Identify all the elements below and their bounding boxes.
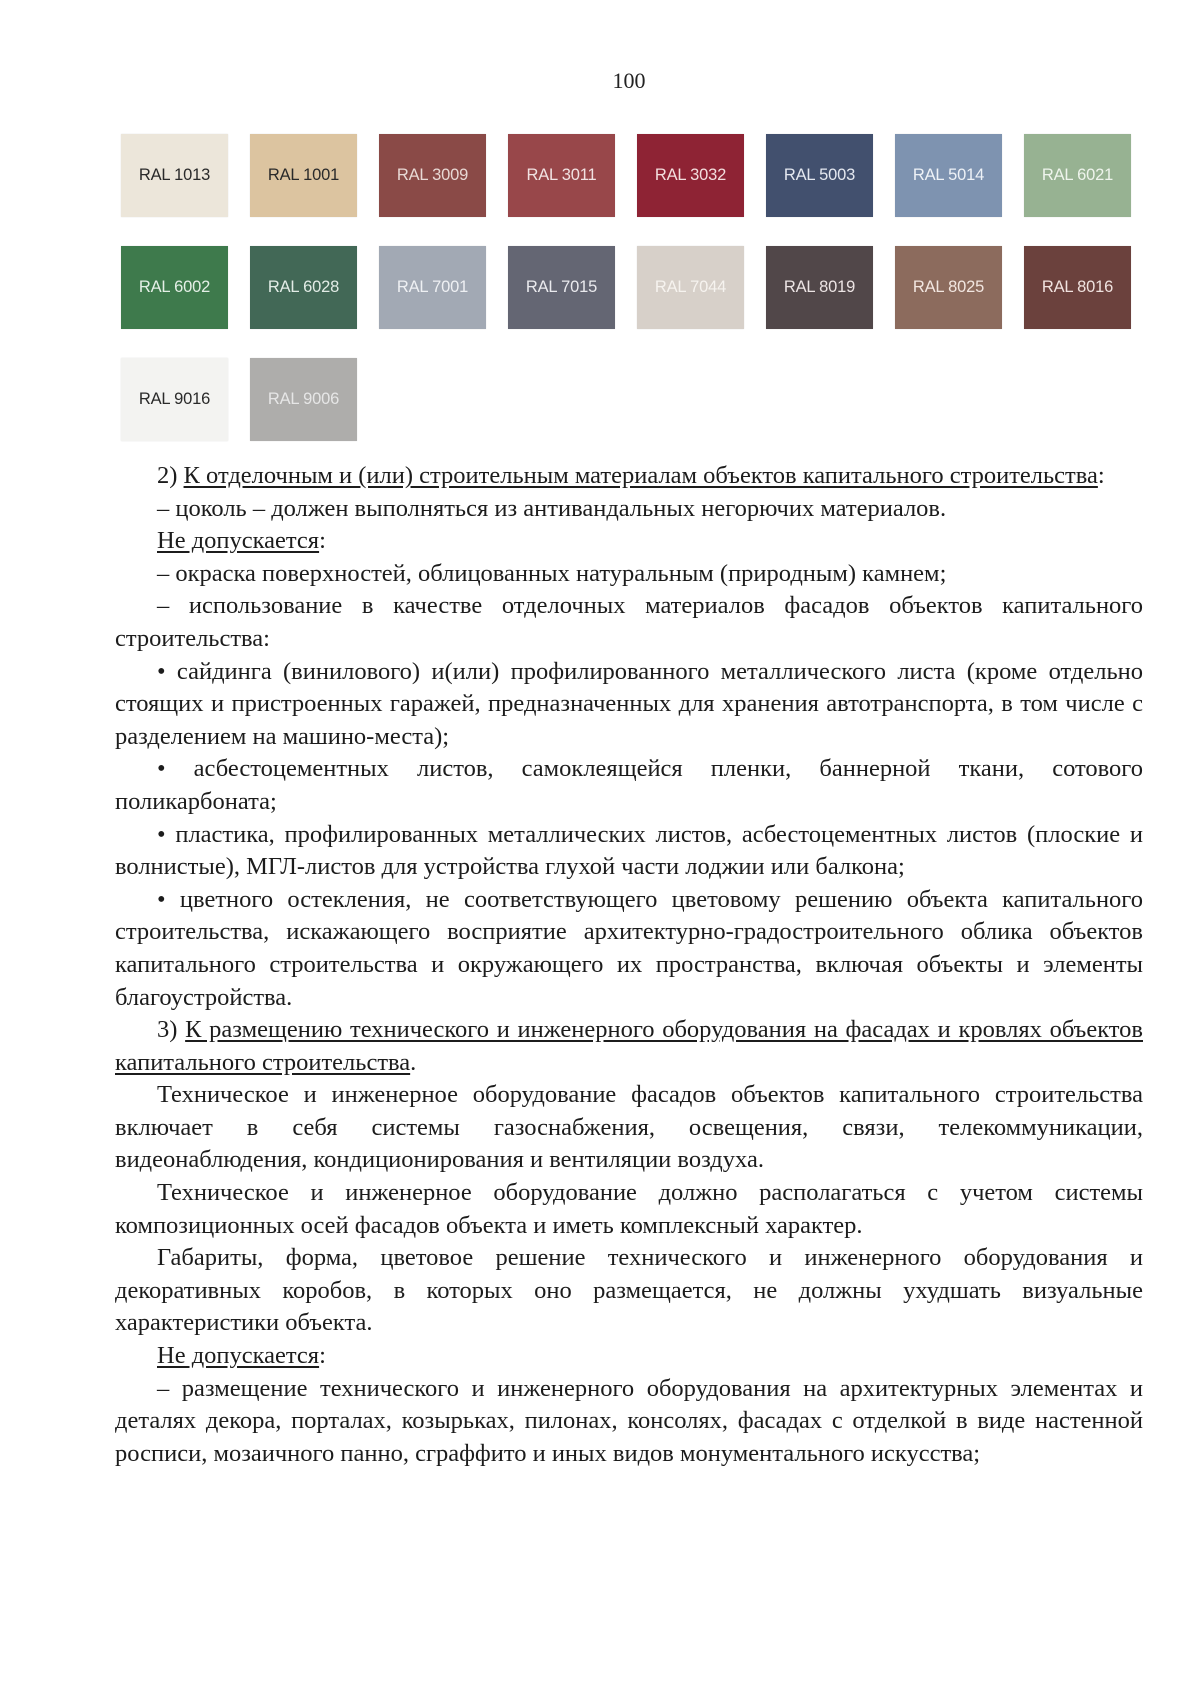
color-swatch: RAL 8016 <box>1024 246 1131 329</box>
paragraph-text: • цветного остекления, не соответствующего цветовому решению объекта капитального строительства, искажающего восприятие архитектурно-градостроительного облика объектов капитального строительства и окружающего их пространства, включая объекты и элементы благоустройства. <box>115 885 1143 1011</box>
paragraph-text: : <box>1097 462 1105 489</box>
paragraph-text: • асбестоцементных листов, самоклеящейся пленки, баннерной ткани, сотового поликарбоната; <box>115 755 1143 815</box>
color-swatch: RAL 6002 <box>121 246 228 329</box>
paragraph-text: Техническое и инженерное оборудование должно располагаться с учетом системы композиционных осей фасадов объекта и иметь комплексный характер. <box>115 1179 1143 1239</box>
paragraph-text: Габариты, форма, цветовое решение технического и инженерного оборудования и декоративных коробов, в которых оно размещается, не должны ухудшать визуальные характеристики объекта. <box>115 1244 1143 1337</box>
paragraph <box>115 1373 1143 1471</box>
color-swatch: RAL 1001 <box>250 134 357 217</box>
color-swatch: RAL 3032 <box>637 134 744 217</box>
paragraph <box>115 656 1143 754</box>
color-swatch: RAL 1013 <box>121 134 228 217</box>
paragraph-text: – цоколь – должен выполняться из антивандальных негорючих материалов. <box>157 494 947 522</box>
paragraph <box>115 525 1143 558</box>
color-swatch: RAL 7044 <box>637 246 744 329</box>
paragraph <box>115 558 1143 591</box>
color-swatch: RAL 3009 <box>379 134 486 217</box>
underlined-heading-text: К отделочным и (или) строительным материалам объектов капитального строительства <box>183 462 1098 489</box>
color-swatch: RAL 6021 <box>1024 134 1131 217</box>
ral-color-swatches <box>121 134 1131 441</box>
paragraph <box>115 1340 1143 1373</box>
color-swatch: RAL 5014 <box>895 134 1002 217</box>
paragraph-text: Техническое и инженерное оборудование фасадов объектов капитального строительства включает в себя системы газоснабжения, освещения, связи, телекоммуникации, видеонаблюдения, кондиционирования и вентиляции воздуха. <box>115 1081 1143 1174</box>
paragraph <box>115 493 1143 526</box>
underlined-heading-text: К размещению технического и инженерного оборудования на фасадах и кровлях объектов капитального строительства <box>115 1016 1143 1076</box>
paragraph-text: 3) <box>157 1016 186 1044</box>
paragraph-text: : <box>319 1342 326 1370</box>
paragraph <box>115 819 1143 884</box>
paragraph <box>115 590 1143 655</box>
paragraph-text: – использование в качестве отделочных материалов фасадов объектов капитального строительства: <box>115 592 1143 652</box>
paragraph-text: – размещение технического и инженерного оборудования на архитектурных элементах и деталях декора, порталах, козырьках, пилонах, консолях, фасадах с отделкой в виде настенной росписи, мозаичного панно, сграффито и иных видов монументального искусства; <box>115 1374 1143 1467</box>
color-swatch: RAL 5003 <box>766 134 873 217</box>
paragraph <box>115 460 1143 493</box>
color-swatch: RAL 9006 <box>250 358 357 441</box>
paragraph-text: – окраска поверхностей, облицованных натуральным (природным) камнем; <box>157 559 947 587</box>
paragraph <box>115 1177 1143 1242</box>
underlined-heading-text: Не допускается <box>157 1342 320 1370</box>
paragraph-text: • сайдинга (винилового) и(или) профилированного металлического листа (кроме отдельно стоящих и пристроенных гаражей, предназначенных для хранения автотранспорта, в том числе с разделением на машино-места); <box>115 657 1143 750</box>
page-number: 100 <box>612 68 646 93</box>
paragraph-text: 2) <box>157 462 184 489</box>
paragraph-text: • пластика, профилированных металлических листов, асбестоцементных листов (плоские и волнистые), МГЛ-листов для устройства глухой части лоджии или балкона; <box>115 820 1143 881</box>
paragraph-text: . <box>410 1048 417 1076</box>
paragraph <box>115 753 1143 818</box>
paragraph <box>115 884 1143 1014</box>
paragraph <box>115 1242 1143 1340</box>
paragraph-text: : <box>319 527 326 555</box>
underlined-heading-text: Не допускается <box>157 527 320 555</box>
document-body <box>115 460 1143 1470</box>
color-swatch: RAL 3011 <box>508 134 615 217</box>
color-swatch: RAL 9016 <box>121 358 228 441</box>
paragraph <box>115 1079 1143 1177</box>
color-swatch: RAL 7015 <box>508 246 615 329</box>
color-swatch: RAL 8025 <box>895 246 1002 329</box>
color-swatch: RAL 8019 <box>766 246 873 329</box>
paragraph <box>115 1014 1143 1079</box>
color-swatch: RAL 7001 <box>379 246 486 329</box>
color-swatch: RAL 6028 <box>250 246 357 329</box>
